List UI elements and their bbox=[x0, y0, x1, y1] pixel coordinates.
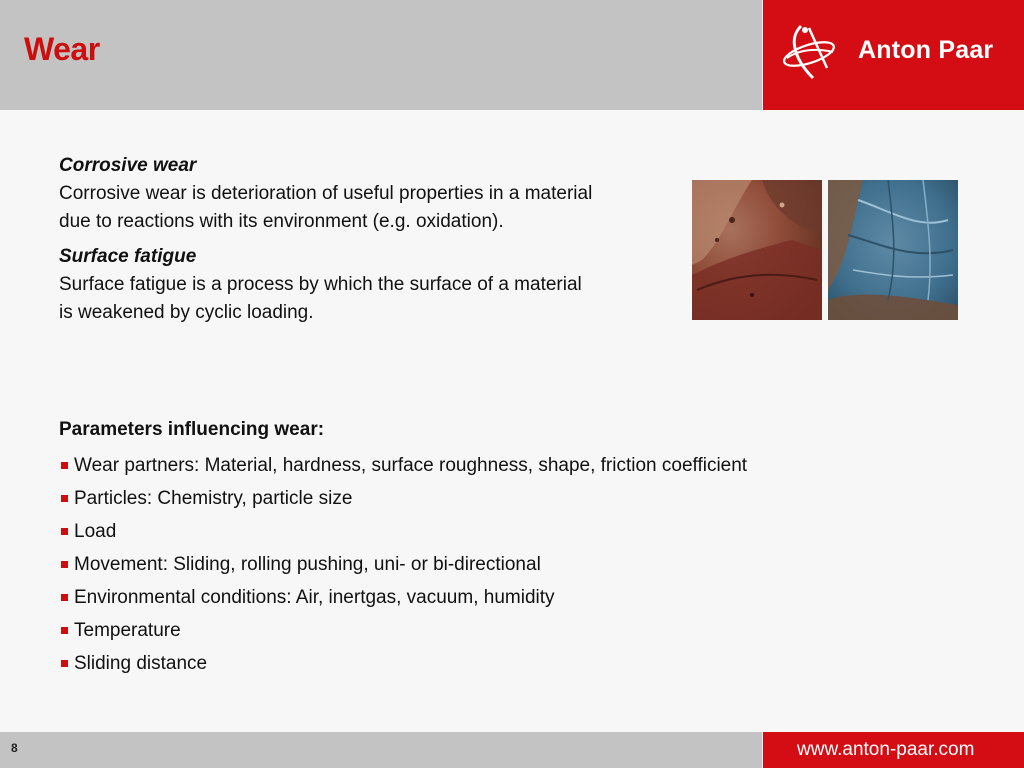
section-heading-corrosive-wear: Corrosive wear bbox=[59, 155, 197, 176]
page-number: 8 bbox=[11, 741, 18, 755]
section-body-surface-fatigue: Surface fatigue is a process by which the surface of a material is weakened by cyclic loading. bbox=[59, 274, 582, 323]
list-item-text: Temperature bbox=[74, 620, 181, 641]
logo-text: Anton Paar bbox=[858, 36, 994, 64]
list-item bbox=[59, 449, 959, 482]
slide-title: Wear bbox=[24, 31, 100, 67]
section-body-corrosive-wear: Corrosive wear is deterioration of useful properties in a material due to reactions with its environment (e.g. oxidation). bbox=[59, 183, 593, 232]
list-item-text: Movement: Sliding, rolling pushing, uni- or bi-directional bbox=[74, 554, 541, 575]
bullet-square-icon bbox=[61, 495, 68, 502]
list-item bbox=[59, 581, 959, 614]
fatigued-blue-metal-photo bbox=[828, 180, 958, 320]
list-item-text: Sliding distance bbox=[74, 653, 208, 674]
footer-brand-band bbox=[763, 732, 1024, 768]
website-link[interactable]: www.anton-paar.com bbox=[797, 739, 975, 760]
list-item-text: Wear partners: Material, hardness, surface roughness, shape, friction coefficient bbox=[74, 455, 748, 476]
list-item bbox=[59, 482, 959, 515]
list-item bbox=[59, 614, 959, 647]
list-item-text: Load bbox=[74, 521, 117, 542]
logo-band bbox=[763, 0, 1024, 110]
parameters-list bbox=[59, 449, 959, 680]
list-item-text: Environmental conditions: Air, inertgas, vacuum, humidity bbox=[74, 587, 555, 608]
header-band bbox=[0, 0, 762, 110]
list-item bbox=[59, 515, 959, 548]
parameters-heading: Parameters influencing wear: bbox=[59, 419, 325, 440]
section-heading-surface-fatigue: Surface fatigue bbox=[59, 246, 197, 267]
footer-band bbox=[0, 732, 762, 768]
bullet-square-icon bbox=[61, 528, 68, 535]
parameters-block bbox=[59, 416, 959, 680]
bullet-square-icon bbox=[61, 561, 68, 568]
list-item-text: Particles: Chemistry, particle size bbox=[74, 488, 353, 509]
bullet-square-icon bbox=[61, 627, 68, 634]
list-item bbox=[59, 647, 959, 680]
bullet-square-icon bbox=[61, 462, 68, 469]
bullet-square-icon bbox=[61, 594, 68, 601]
list-item bbox=[59, 548, 959, 581]
bullet-square-icon bbox=[61, 660, 68, 667]
definitions-block bbox=[59, 152, 629, 327]
anton-paar-logo-icon bbox=[779, 18, 845, 88]
corroded-metal-photo bbox=[692, 180, 822, 320]
